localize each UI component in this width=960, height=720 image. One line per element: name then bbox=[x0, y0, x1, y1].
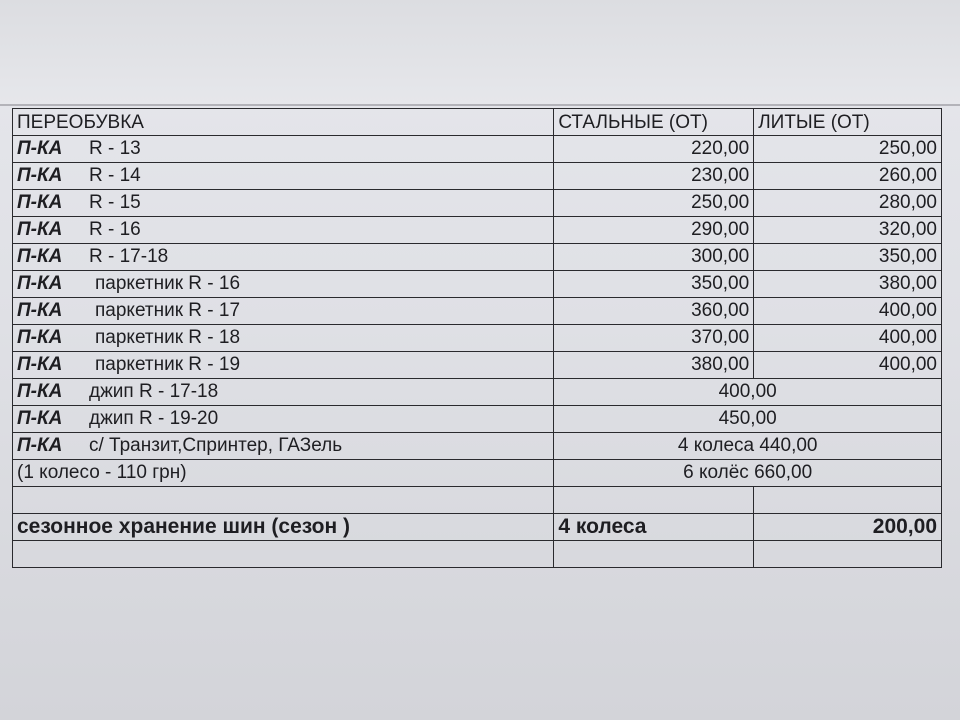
van-sub-row bbox=[13, 460, 942, 487]
alloy-price: 250,00 bbox=[754, 136, 942, 163]
row-size: с/ Транзит,Спринтер, ГАЗель bbox=[89, 435, 343, 456]
header-service: ПЕРЕОБУВКА bbox=[13, 109, 554, 136]
row-size: джип R - 19-20 bbox=[89, 408, 219, 429]
row-size: R - 17-18 bbox=[89, 246, 169, 267]
season-wheels: 4 колеса bbox=[554, 514, 754, 541]
row-prefix: П-КА bbox=[17, 246, 63, 267]
table-row bbox=[13, 325, 942, 352]
jeep-row bbox=[13, 406, 942, 433]
steel-price: 290,00 bbox=[554, 217, 754, 244]
alloy-price: 280,00 bbox=[754, 190, 942, 217]
row-prefix: П-КА bbox=[17, 435, 63, 456]
steel-price: 300,00 bbox=[554, 244, 754, 271]
steel-price: 230,00 bbox=[554, 163, 754, 190]
row-size: паркетник R - 16 bbox=[95, 273, 241, 294]
van-price-6: 6 колёс 660,00 bbox=[554, 460, 942, 487]
alloy-price: 350,00 bbox=[754, 244, 942, 271]
row-prefix: П-КА bbox=[17, 408, 63, 429]
alloy-price: 400,00 bbox=[754, 298, 942, 325]
header-row bbox=[13, 109, 942, 136]
season-label: сезонное хранение шин (сезон ) bbox=[13, 514, 554, 541]
empty-cell bbox=[13, 487, 554, 514]
van-row bbox=[13, 433, 942, 460]
row-size: R - 15 bbox=[89, 192, 141, 213]
jeep-row bbox=[13, 379, 942, 406]
season-storage-row bbox=[13, 514, 942, 541]
row-size: R - 13 bbox=[89, 138, 141, 159]
alloy-price: 260,00 bbox=[754, 163, 942, 190]
empty-cell bbox=[554, 487, 754, 514]
row-size: паркетник R - 18 bbox=[95, 327, 241, 348]
steel-price: 250,00 bbox=[554, 190, 754, 217]
table-row bbox=[13, 190, 942, 217]
row-size: джип R - 17-18 bbox=[89, 381, 219, 402]
empty-cell bbox=[13, 541, 554, 568]
row-prefix: П-КА bbox=[17, 327, 63, 348]
steel-price: 360,00 bbox=[554, 298, 754, 325]
season-price: 200,00 bbox=[754, 514, 942, 541]
alloy-price: 400,00 bbox=[754, 325, 942, 352]
header-alloy: ЛИТЫЕ (ОТ) bbox=[754, 109, 942, 136]
table-row bbox=[13, 271, 942, 298]
van-price-4: 4 колеса 440,00 bbox=[554, 433, 942, 460]
table-row bbox=[13, 352, 942, 379]
empty-cell bbox=[754, 487, 942, 514]
price-table bbox=[12, 108, 942, 568]
empty-cell bbox=[754, 541, 942, 568]
alloy-price: 380,00 bbox=[754, 271, 942, 298]
steel-price: 220,00 bbox=[554, 136, 754, 163]
empty-row bbox=[13, 541, 942, 568]
row-prefix: П-КА bbox=[17, 381, 63, 402]
row-prefix: П-КА bbox=[17, 354, 63, 375]
jeep-price: 400,00 bbox=[554, 379, 942, 406]
steel-price: 370,00 bbox=[554, 325, 754, 352]
row-prefix: П-КА bbox=[17, 219, 63, 240]
row-prefix: П-КА bbox=[17, 138, 63, 159]
row-prefix: П-КА bbox=[17, 273, 63, 294]
row-size: паркетник R - 17 bbox=[95, 300, 241, 321]
row-prefix: П-КА bbox=[17, 300, 63, 321]
row-size: паркетник R - 19 bbox=[95, 354, 241, 375]
table-row bbox=[13, 244, 942, 271]
table-row bbox=[13, 163, 942, 190]
table-row bbox=[13, 136, 942, 163]
jeep-price: 450,00 bbox=[554, 406, 942, 433]
table-row bbox=[13, 217, 942, 244]
alloy-price: 400,00 bbox=[754, 352, 942, 379]
row-prefix: П-КА bbox=[17, 165, 63, 186]
paper-fold-line bbox=[0, 104, 960, 106]
row-size: R - 14 bbox=[89, 165, 141, 186]
empty-cell bbox=[554, 541, 754, 568]
paper-top-edge bbox=[0, 0, 960, 104]
steel-price: 350,00 bbox=[554, 271, 754, 298]
row-size: R - 16 bbox=[89, 219, 141, 240]
alloy-price: 320,00 bbox=[754, 217, 942, 244]
header-steel: СТАЛЬНЫЕ (ОТ) bbox=[554, 109, 754, 136]
row-prefix: П-КА bbox=[17, 192, 63, 213]
steel-price: 380,00 bbox=[554, 352, 754, 379]
empty-row bbox=[13, 487, 942, 514]
van-note: (1 колесо - 110 грн) bbox=[13, 460, 554, 487]
table-row bbox=[13, 298, 942, 325]
